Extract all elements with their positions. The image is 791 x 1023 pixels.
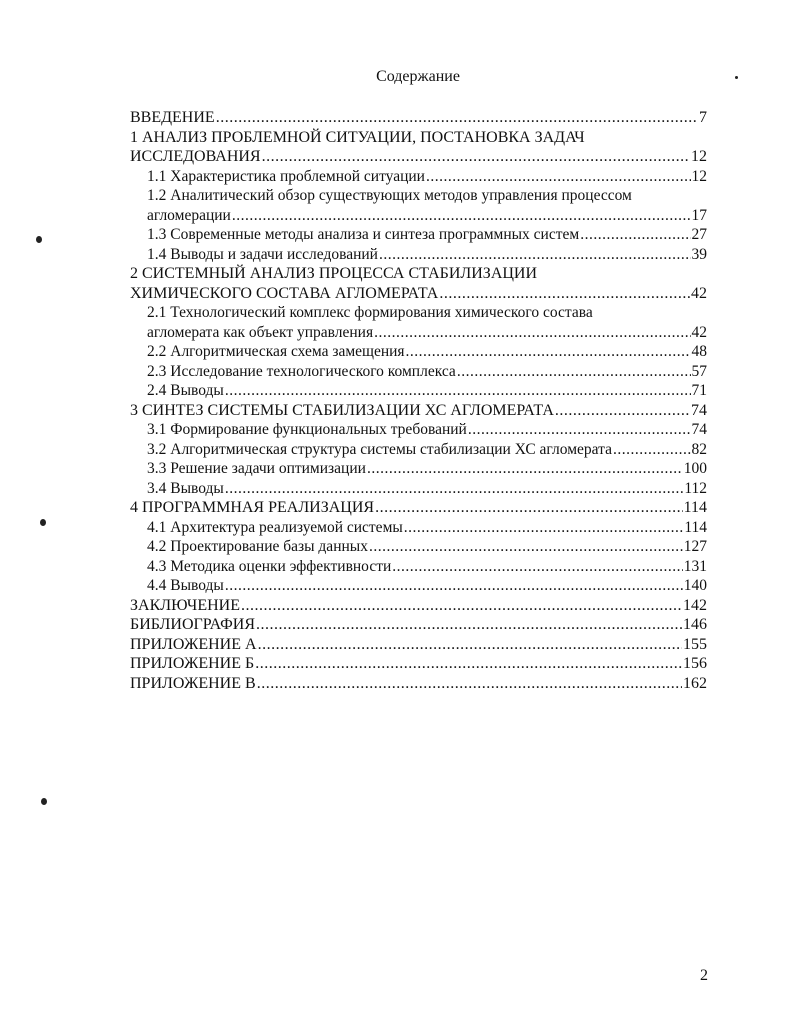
toc-entry-text: 4 ПРОГРАММНАЯ РЕАЛИЗАЦИЯ (130, 499, 375, 516)
toc-entry-text: 3.1 Формирование функциональных требований (147, 421, 467, 438)
toc-entry-intro (130, 108, 707, 128)
toc-entry-3-4 (130, 479, 707, 499)
dot-leader (257, 674, 682, 694)
toc-page-number: 74 (691, 401, 707, 419)
toc-page-number: 12 (691, 148, 707, 165)
toc-entry-1-3 (130, 225, 707, 245)
toc-entry-text: 2.2 Алгоритмическая схема замещения (147, 343, 405, 360)
toc-page-number: 155 (683, 635, 707, 653)
dot-leader (258, 635, 682, 655)
toc-entry-ch3 (130, 401, 707, 421)
toc-page-number: 131 (683, 557, 707, 575)
toc-entry-3-3 (130, 459, 707, 479)
scan-speck (735, 76, 738, 79)
toc-entry-text: 3 СИНТЕЗ СИСТЕМЫ СТАБИЛИЗАЦИИ ХС АГЛОМЕРАТА (130, 401, 554, 419)
toc-page-number: 39 (691, 245, 707, 263)
toc-entry-text: 1.1 Характеристика проблемной ситуации (147, 167, 425, 185)
toc-entry-4-2 (130, 537, 707, 557)
toc-page-number: 112 (684, 479, 707, 497)
toc-entry-ch1-line1: 1 АНАЛИЗ ПРОБЛЕМНОЙ СИТУАЦИИ, ПОСТАНОВКА ЗАДАЧ (130, 128, 585, 146)
toc-page-number: 156 (683, 655, 707, 672)
dot-leader (225, 576, 683, 596)
toc-page-number: 48 (691, 343, 707, 360)
toc-entry-2-2 (130, 342, 707, 362)
toc-page-number: 162 (683, 674, 707, 692)
toc-entry-appendix-b (130, 654, 707, 674)
toc-entry-text: 4.3 Методика оценки эффективности (147, 557, 392, 575)
dot-leader (404, 518, 684, 538)
page-title: Содержание (376, 68, 460, 85)
toc-page-number: 127 (683, 538, 707, 555)
toc-entry-text: ВВЕДЕНИЕ (130, 109, 215, 126)
dot-leader (457, 362, 691, 382)
toc-entry-appendix-a (130, 635, 707, 655)
toc-entry-text: 4.2 Проектирование базы данных (147, 538, 368, 555)
toc-entry-4-3 (130, 557, 707, 577)
toc-page-number: 27 (691, 226, 707, 243)
toc-entry-text: 4.4 Выводы (147, 577, 224, 594)
toc-entry-ch1 (130, 147, 707, 167)
toc-entry-text: 2.3 Исследование технологического комплекса (147, 362, 456, 380)
scan-speck (40, 519, 46, 526)
toc-entry-text: 3.2 Алгоритмическая структура системы стабилизации ХС агломерата (147, 440, 612, 458)
toc-entry-2-1 (130, 323, 707, 343)
dot-leader (468, 420, 691, 440)
dot-leader (375, 498, 683, 518)
dot-leader (555, 401, 690, 421)
toc-entry-1-2 (130, 206, 707, 226)
toc-page-number: 7 (699, 109, 707, 126)
toc-entry-appendix-v (130, 674, 707, 694)
toc-entry-text: ПРИЛОЖЕНИЕ А (130, 635, 257, 653)
dot-leader (613, 440, 691, 460)
toc-entry-conclusion (130, 596, 707, 616)
toc-page-number: 74 (691, 421, 707, 438)
toc-entry-text: ЗАКЛЮЧЕНИЕ (130, 596, 240, 614)
toc-page-number: 12 (691, 167, 707, 185)
toc-entry-bibliography (130, 615, 707, 635)
toc-entry-text: 3.4 Выводы (147, 479, 224, 497)
toc-page-number: 42 (691, 323, 707, 341)
dot-leader (367, 459, 683, 479)
dot-leader (439, 284, 690, 304)
scan-speck (41, 798, 47, 805)
toc-entry-2-1-line1: 2.1 Технологический комплекс формирования химического состава (147, 304, 593, 321)
toc-page-number: 142 (683, 596, 707, 614)
toc-entry-text: 1.3 Современные методы анализа и синтеза программных систем (147, 226, 580, 243)
dot-leader (216, 108, 698, 128)
table-of-contents (130, 108, 707, 693)
dot-leader (369, 537, 683, 557)
dot-leader (426, 167, 691, 187)
toc-page-number: 114 (684, 518, 707, 536)
toc-entry-text: агломерации (147, 206, 231, 224)
dot-leader (392, 557, 682, 577)
toc-page-number: 146 (683, 616, 707, 633)
toc-page-number: 140 (683, 577, 707, 594)
toc-entry-ch2-line1: 2 СИСТЕМНЫЙ АНАЛИЗ ПРОЦЕССА СТАБИЛИЗАЦИИ (130, 265, 538, 282)
dot-leader (406, 342, 691, 362)
dot-leader (225, 479, 683, 499)
toc-entry-2-3 (130, 362, 707, 382)
toc-entry-text: 4.1 Архитектура реализуемой системы (147, 518, 403, 536)
toc-entry-text: 3.3 Решение задачи оптимизации (147, 460, 366, 477)
dot-leader (379, 245, 691, 265)
toc-entry-1-2-line1: 1.2 Аналитический обзор существующих методов управления процессом (147, 187, 632, 204)
toc-entry-text: БИБЛИОГРАФИЯ (130, 616, 256, 633)
toc-page-number: 100 (683, 460, 707, 477)
dot-leader (241, 596, 682, 616)
dot-leader (225, 381, 691, 401)
toc-page-number: 82 (691, 440, 707, 458)
toc-entry-text: агломерата как объект управления (147, 323, 374, 341)
dot-leader (262, 147, 690, 167)
toc-page-number: 114 (683, 499, 707, 516)
toc-entry-4-4 (130, 576, 707, 596)
toc-entry-text: ИССЛЕДОВАНИЯ (130, 148, 261, 165)
toc-entry-text: ПРИЛОЖЕНИЕ Б (130, 655, 255, 672)
toc-page-number: 42 (691, 284, 707, 302)
toc-entry-text: 2.4 Выводы (147, 382, 224, 399)
toc-page-number: 17 (691, 206, 707, 224)
toc-entry-ch2 (130, 284, 707, 304)
toc-entry-4-1 (130, 518, 707, 538)
dot-leader (580, 225, 690, 245)
toc-entry-3-1 (130, 420, 707, 440)
dot-leader (374, 323, 690, 343)
toc-entry-3-2 (130, 440, 707, 460)
toc-entry-ch4 (130, 498, 707, 518)
page-number: 2 (700, 967, 708, 984)
toc-entry-1-1 (130, 167, 707, 187)
toc-entry-1-4 (130, 245, 707, 265)
dot-leader (256, 615, 682, 635)
scan-speck (36, 236, 42, 243)
toc-page-number: 71 (691, 382, 707, 399)
toc-entry-text: ПРИЛОЖЕНИЕ В (130, 674, 256, 692)
toc-entry-2-4 (130, 381, 707, 401)
dot-leader (232, 206, 691, 226)
dot-leader (255, 654, 682, 674)
toc-entry-text: ХИМИЧЕСКОГО СОСТАВА АГЛОМЕРАТА (130, 284, 439, 302)
toc-page-number: 57 (691, 362, 707, 380)
toc-entry-text: 1.4 Выводы и задачи исследований (147, 245, 378, 263)
